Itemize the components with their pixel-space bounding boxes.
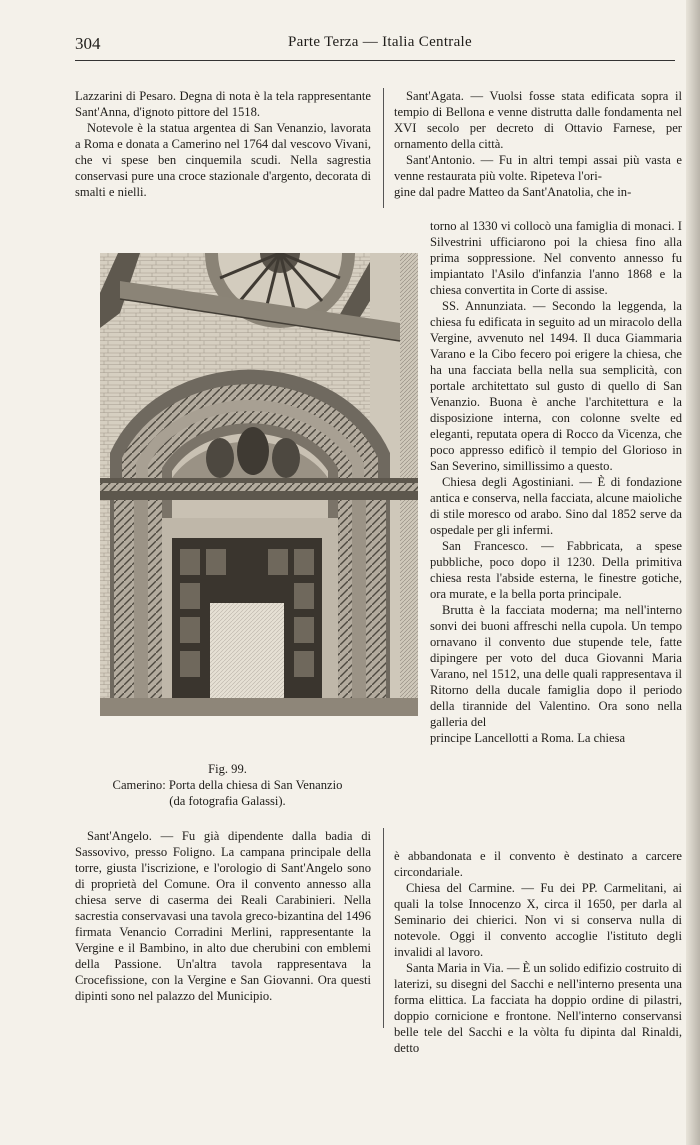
header-rule xyxy=(75,60,675,61)
paragraph: Santa Maria in Via. — È un solido edifizio costruito di laterizi, su disegni del Sacchi e nell'interno presenta una forma elittica. La facciata ha doppio ordine di pilastri, doppio cornicione e frontone. Nell'interno conservansi belle tele del Sacchi e la vòlta fu dipinta dal Rinaldi, detto xyxy=(394,961,682,1055)
left-column-top xyxy=(75,88,371,200)
page-number: 304 xyxy=(75,34,101,53)
paragraph: è abbandonata e il convento è destinato a carcere circondariale. xyxy=(394,849,682,879)
paragraph: Brutta è la facciata moderna; ma nell'interno sonvi dei buoni affreschi nella cupola. Un tempo ornavano il convento due stupende tele, fatte dipingere per voto del duca Giovanni Maria Varano, nel 1512, una delle quali rappresentava il Ritorno della ducale famiglia dopo il periodo della tirannide del Valentino. Ora sono nella galleria del xyxy=(430,603,682,729)
paragraph: San Francesco. — Fabbricata, a spese pubbliche, poco dopo il 1230. Della primitiva chiesa resta l'abside esterna, le finestre gotiche, ora murate, e la bella porta principale. xyxy=(430,539,682,601)
wooden-door xyxy=(172,538,322,716)
figure-label: Fig. 99. xyxy=(208,762,247,776)
paragraph-line: gine dal padre Matteo da Sant'Anatolia, che in- xyxy=(394,185,632,199)
paragraph: torno al 1330 vi collocò una famiglia di monaci. I Silvestrini ufficiarono poi la chiesa fino alla prima soppressione. Nel convento annesso fu impiantato l'Asilo d'infanzia l'anno 1868 e la chiesa convertita in Corte di assise. xyxy=(430,219,682,297)
running-title: Parte Terza — Italia Centrale xyxy=(288,34,472,50)
figure-caption-text: Camerino: Porta della chiesa di San Venanzio xyxy=(112,778,343,792)
left-column-bottom: Sant'Angelo. — Fu già dipendente dalla badia di Sassovivo, presso Foligno. La campana principale della torre, giusta l'iscrizione, e l'orologio di Sant'Angelo sono di proprietà del Comune. Ora il convento annesso alla chiesa serve di caserma dei Reali Carabinieri. Nella sacrestia conservavasi una tavola greco-bizantina del 1496 firmata Venancio Corradini Merlini, rappresentante la Vergine e il Bambino, in alto due cherubini con emblemi della Passione. Un'altra tavola rappresentava la Crocefissione, con la Vergine e San Giovanni. Ora questi dipinti sono nel palazzo del Municipio. xyxy=(75,829,371,1003)
paragraph: Lazzarini di Pesaro. Degna di nota è la tela rappresentante Sant'Anna, d'ignoto pittore del 1518. xyxy=(75,89,371,119)
paragraph: Sant'Agata. — Vuolsi fosse stata edificata sopra il tempio di Bellona e venne distrutta dalle fondamenta nel XVI secolo per decreto di Ottavio Farnese, per ornamento della città. xyxy=(394,89,682,151)
figure-caption xyxy=(75,761,380,809)
column-rule xyxy=(383,828,384,1028)
page-edge xyxy=(686,0,700,1145)
church-portal-engraving xyxy=(100,253,418,716)
paragraph: Chiesa degli Agostiniani. — È di fondazione antica e conserva, nella facciata, alcune maioliche di stile moresco od arabo. Sino dal 1852 serve da ospedale per gli infermi. xyxy=(430,475,682,537)
right-column-bottom xyxy=(394,848,682,1056)
paragraph-line: principe Lancellotti a Roma. La chiesa xyxy=(430,731,626,745)
right-column-top xyxy=(394,88,682,200)
figure-credit: (da fotografia Galassi). xyxy=(169,794,286,808)
paragraph: SS. Annunziata. — Secondo la leggenda, la chiesa fu edificata in seguito ad un miracolo della Vergine, avvenuto nel 1494. Il duca Giammaria Varano e la Cibo fecero poi erigere la chiesa, che ha una facciata bella nella sua semplicità, con portale architettato sul gusto di quello di San Venanzio. Buona è anche l'architettura e la disposizione interna, con colonne svelte ed eleganti, reputata opera di Rocco da Vicenza, che poco appresso edificò il tempio del Glorioso in San Severino, simillissimo a questo. xyxy=(430,299,682,473)
column-rule xyxy=(383,88,384,208)
right-column-narrow xyxy=(430,218,682,746)
paragraph: Sant'Antonio. — Fu in altri tempi assai più vasta e venne restaurata più volte. Ripeteva l'ori- xyxy=(394,153,682,183)
running-header xyxy=(75,34,685,58)
paragraph: Chiesa del Carmine. — Fu dei PP. Carmelitani, ai quali la tolse Innocenzo X, circa il 1650, per darla al Seminario dei chierici. Non vi si conserva nulla di notevole. Oggi il convento accoglie l'istituto degli invalidi al lavoro. xyxy=(394,881,682,959)
paragraph: Notevole è la statua argentea di San Venanzio, lavorata a Roma e donata a Camerino nel 1764 dal vescovo Vivani, che vi spese ben cinquemila scudi. Nella sagrestia conservasi pure una croce stazionale d'argento, decorata di smalti e nielli. xyxy=(75,121,371,199)
